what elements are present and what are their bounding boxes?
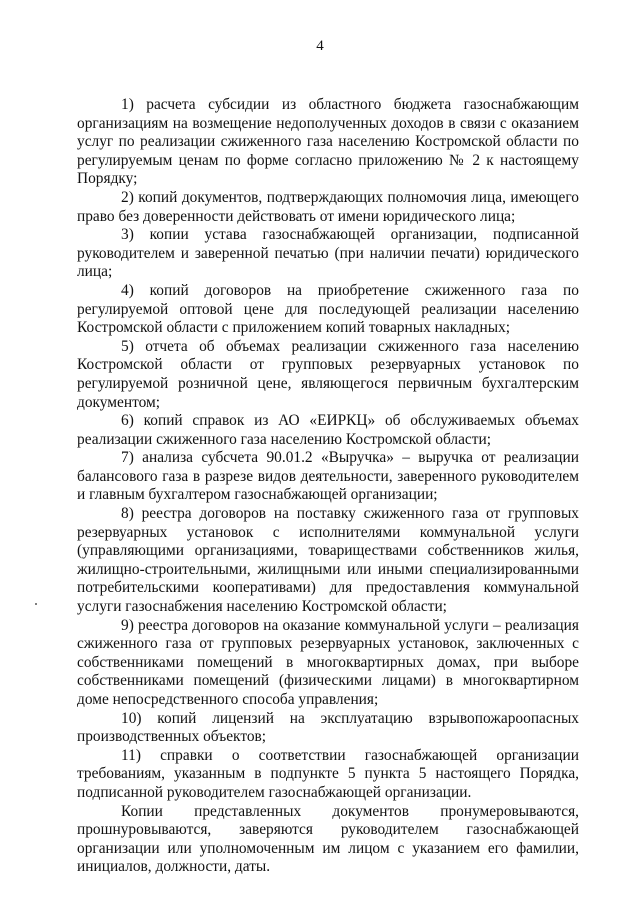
document-body (77, 96, 579, 877)
list-item: 1) расчета субсидии из областного бюджета газоснабжающим организациям на возмещение недополученных доходов в связи с оказанием услуг по реализации сжиженного газа населению Костромской области по регулируемым ценам по форме согласно приложению № 2 к настоящему Порядку; (77, 96, 579, 188)
list-item: 9) реестра договоров на оказание коммунальной услуги – реализация сжиженного газа от групповых резервуарных установок, заключенных с собственниками помещений в многоквартирных домах, при выборе собственниками помещений (физическими лицами) в многоквартирном доме непосредственного способа управления; (77, 616, 579, 708)
list-item: 8) реестра договоров на поставку сжиженного газа от групповых резервуарных установок с исполнителями коммунальной услуги (управляющими организациями, товариществами собственников жилья, жилищно-строительными, жилищными или иными специализированными потребительскими кооперативами) для предоставления коммунальной услуги газоснабжения населению Костромской области; (77, 505, 579, 616)
list-item: 6) копий справок из АО «ЕИРКЦ» об обслуживаемых объемах реализации сжиженного газа населению Костромской области; (77, 412, 579, 448)
page-number: 4 (316, 38, 324, 54)
list-item: 10) копий лицензий на эксплуатацию взрывопожароопасных производственных объектов; (77, 709, 579, 746)
list-item: 5) отчета об объемах реализации сжиженного газа населению Костромской области от групповых резервуарных установок по регулируемой розничной цене, являющегося первичным бухгалтерским документом; (77, 337, 579, 411)
list-item: 3) копии устава газоснабжающей организации, подписанной руководителем и заверенной печатью (при наличии печати) юридического лица; (77, 226, 579, 281)
closing-paragraph: Копии представленных документов пронумеровываются, прошнуровываются, заверяются руководителем газоснабжающей организации или уполномоченным им лицом с указанием его фамилии, инициалов, должности, даты. (77, 802, 579, 876)
list-item: 11) справки о соответствии газоснабжающей организации требованиям, указанным в подпункте 5 пункта 5 настоящего Порядка, подписанной руководителем газоснабжающей организации. (77, 746, 579, 801)
list-item: 4) копий договоров на приобретение сжиженного газа по регулируемой оптовой цене для последующей реализации населению Костромской области с приложением копий товарных накладных; (77, 281, 579, 337)
list-item: 2) копий документов, подтверждающих полномочия лица, имеющего право без доверенности действовать от имени юридического лица; (77, 188, 579, 225)
list-item: 7) анализа субсчета 90.01.2 «Выручка» – выручка от реализации балансового газа в разрезе видов деятельности, заверенного руководителем и главным бухгалтером газоснабжающей организации; (77, 449, 579, 504)
scan-artifact-dot (35, 603, 37, 605)
